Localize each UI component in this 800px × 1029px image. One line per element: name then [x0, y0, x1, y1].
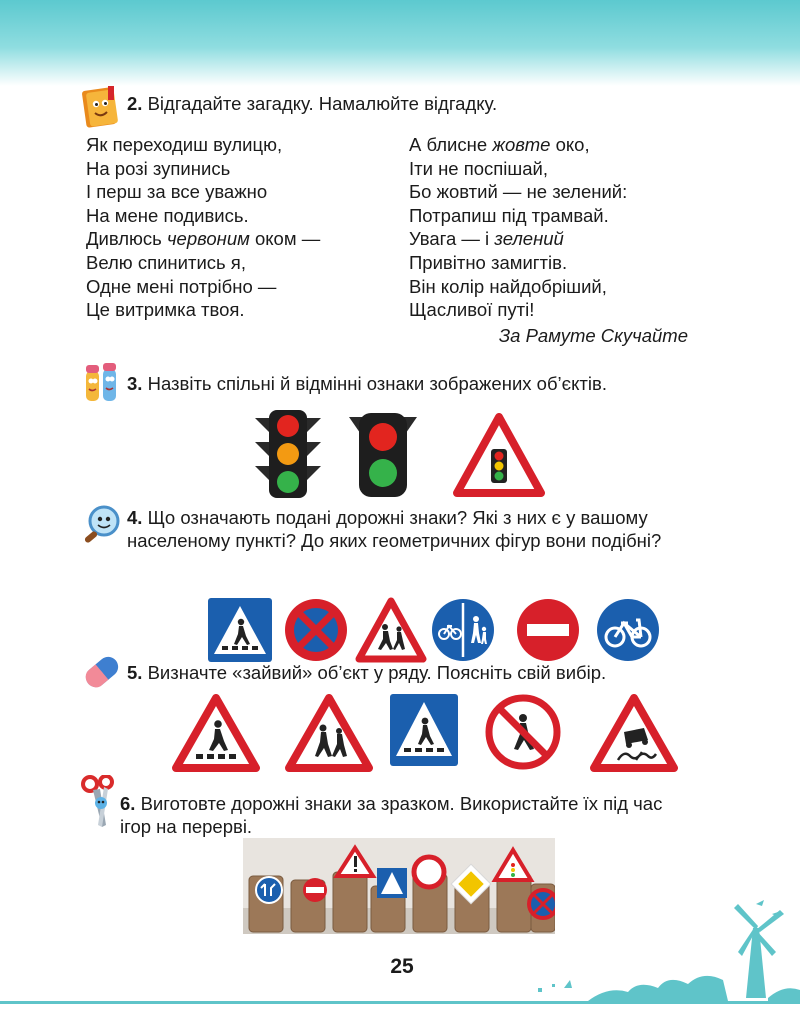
task4-text: Що означають подані дорожні знаки? Які з них є у вашому населеному пункті? До яких геометричних фігур вони подібні? [127, 507, 662, 551]
poem-line [409, 251, 627, 275]
poem-line [86, 180, 320, 204]
task3-title: Назвіть спільні й відмінні ознаки зображених об’єктів. [147, 373, 607, 394]
bicycle-path-sign [595, 597, 661, 663]
poem-italic-word: зелений [494, 228, 564, 250]
poem-line [86, 227, 320, 251]
pedestrian-crossing-sign [208, 598, 272, 662]
task6-number: 6. [120, 793, 136, 814]
poem-text: Привітно замигтів. [409, 251, 568, 273]
book-icon [78, 84, 124, 135]
poem-text: Він колір найдобріший, [409, 275, 607, 297]
poem-text: Це витримка твоя. [86, 299, 245, 321]
eraser-icon [80, 650, 124, 699]
windmill-landscape-icon [528, 900, 800, 1009]
bicycle-pedestrian-path-sign [430, 597, 496, 663]
traffic-light-two-lamps [347, 413, 419, 497]
poem-line [409, 298, 627, 322]
poem-text: Велю спинитись я, [86, 251, 246, 273]
poem-text: Дивлюсь [86, 228, 167, 250]
poem-line [86, 251, 320, 275]
traffic-light-three-lamps [251, 410, 325, 498]
traffic-light-warning-sign [453, 413, 545, 497]
children-warning-sign [355, 597, 427, 663]
slippery-road-warning-sign [590, 694, 678, 772]
poem-text: Іти не поспішай, [409, 157, 549, 179]
poem-text: Щасливої путі! [409, 299, 535, 321]
poem-text: На розі зупинись [86, 157, 231, 179]
task3-number: 3. [127, 373, 143, 394]
task2-number: 2. [127, 93, 143, 114]
poem-text: Бо жовтий — не зелений: [409, 181, 628, 203]
task6-paragraph [120, 793, 680, 838]
task4-number: 4. [127, 507, 143, 528]
poem-line [409, 180, 627, 204]
task2-heading [127, 92, 497, 116]
children-crossing-warning-sign [285, 694, 373, 772]
poem-text: Одне мені потрібно — [86, 275, 277, 297]
footer-rule [0, 1001, 800, 1004]
poem-line [86, 275, 320, 299]
poem-line [86, 298, 320, 322]
no-stopping-sign [283, 597, 349, 663]
poem-text: оком — [249, 228, 321, 250]
task3-heading [127, 372, 607, 396]
no-entry-sign [515, 597, 581, 663]
no-pedestrians-sign [485, 694, 561, 770]
pedestrian-crossing-warning-sign [172, 694, 260, 772]
scissors-icon [80, 775, 122, 836]
poem-line [86, 133, 320, 157]
poem-left-column [86, 133, 320, 322]
magnifier-icon [80, 504, 124, 553]
poem-text: На мене подивись. [86, 204, 249, 226]
poem-line [86, 157, 320, 181]
task6-text: Виготовте дорожні знаки за зразком. Використайте їх під час ігор на перерві. [120, 793, 663, 837]
poem-italic-word: червоним [166, 228, 250, 250]
task2-title: Відгадайте загадку. Намалюйте відгадку. [147, 93, 498, 114]
poem-author: За Рамуте Скучайте [498, 325, 688, 346]
task4-paragraph [127, 507, 672, 552]
poem-line [86, 204, 320, 228]
poem-line [409, 133, 627, 157]
poem-italic-word: жовте [492, 134, 551, 155]
poem-line [409, 227, 627, 251]
poem-text: око, [550, 134, 590, 155]
task5-number: 5. [127, 662, 143, 683]
page-number: 25 [390, 955, 414, 978]
task5-heading [127, 661, 606, 685]
handmade-road-signs-photo [243, 838, 555, 934]
poem-text: І перш за все уважно [86, 181, 268, 203]
task5-title: Визначте «зайвий» об’єкт у ряду. Поясніть свій вибір. [147, 662, 607, 683]
poem-text: А блисне [409, 134, 493, 155]
header-band [0, 0, 800, 86]
poem-right-column [409, 133, 627, 322]
poem-line [409, 275, 627, 299]
poem-line [409, 204, 627, 228]
poem-text: Потрапиш під трамвай. [409, 204, 609, 226]
pencils-icon [80, 361, 124, 412]
poem-text: Як переходиш вулицю, [86, 134, 283, 155]
poem-text: Увага — і [409, 228, 495, 250]
poem-line [409, 157, 627, 181]
blue-pedestrian-crossing-sign [390, 694, 458, 766]
